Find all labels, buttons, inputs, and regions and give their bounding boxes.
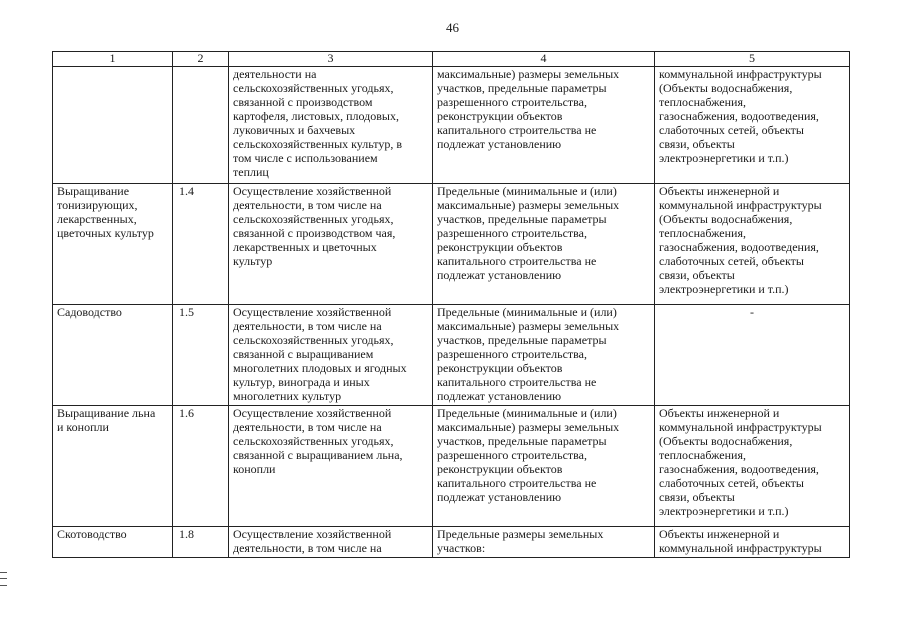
use-description: деятельности на сельскохозяйственных угодьях, связанной с производством картофеля, листовых, плодовых, луковичных и бахчевых сельскохозяйственных культур, в том числе с использованием теплиц — [233, 67, 403, 179]
use-params-cell — [433, 67, 655, 184]
use-name: Выращивание льна и конопли — [57, 406, 156, 434]
column-header: 3 — [229, 52, 433, 67]
use-code-cell — [173, 184, 229, 305]
use-params-cell — [433, 527, 655, 558]
use-code-cell — [173, 406, 229, 527]
column-header: 4 — [433, 52, 655, 67]
use-objects-cell — [655, 406, 850, 527]
use-name: Выращивание тонизирующих, лекарственных, цветочных культур — [57, 184, 154, 240]
use-code-cell — [173, 305, 229, 406]
use-params-cell — [433, 184, 655, 305]
table-row — [53, 406, 850, 527]
use-name-cell — [53, 527, 173, 558]
use-code-cell — [173, 527, 229, 558]
use-params: Предельные размеры земельных участков: — [437, 527, 604, 555]
use-objects-cell — [655, 527, 850, 558]
use-objects-cell — [655, 67, 850, 184]
table-row — [53, 305, 850, 406]
page-number: 46 — [446, 20, 459, 35]
use-description: Осуществление хозяйственной деятельности, в том числе на сельскохозяйственных угодьях, связанной с производством чая, лекарственных и цветочных культур — [233, 184, 396, 268]
use-description: Осуществление хозяйственной деятельности, в том числе на сельскохозяйственных угодьях, связанной с выращиванием льна, конопли — [233, 406, 403, 476]
table-row — [53, 184, 850, 305]
margin-mark — [0, 572, 7, 586]
use-description-cell — [229, 67, 433, 184]
use-name: Скотоводство — [57, 527, 127, 541]
use-params: максимальные) размеры земельных участков, предельные параметры разрешенного строительства, реконструкции объектов капитального строительства не подлежат установлению — [437, 67, 620, 151]
use-params: Предельные (минимальные и (или) максимальные) размеры земельных участков, предельные параметры разрешенного строительства, реконструкции объектов капитального строительства не подлежат установлению — [437, 184, 620, 282]
use-name: Садоводство — [57, 305, 122, 319]
use-objects-cell — [655, 305, 850, 406]
use-objects-cell — [655, 184, 850, 305]
use-code: 1.6 — [179, 406, 194, 420]
use-code: 1.4 — [179, 184, 194, 198]
use-code-cell — [173, 67, 229, 184]
use-name-cell — [53, 305, 173, 406]
use-description-cell — [229, 305, 433, 406]
use-name-cell — [53, 406, 173, 527]
use-name-cell — [53, 184, 173, 305]
use-description-cell — [229, 184, 433, 305]
use-objects: Объекты инженерной и коммунальной инфраструктуры (Объекты водоснабжения, теплоснабжения, газоснабжения, водоотведения, слаботочных сетей, объекты связи, объекты электроэнергетики и т.п.) — [659, 406, 822, 518]
table-row — [53, 527, 850, 558]
use-objects: коммунальной инфраструктуры (Объекты водоснабжения, теплоснабжения, газоснабжения, водоотведения, слаботочных сетей, объекты связи, объекты электроэнергетики и т.п.) — [659, 67, 822, 165]
use-code: 1.8 — [179, 527, 194, 541]
use-description: Осуществление хозяйственной деятельности, в том числе на сельскохозяйственных угодьях, связанной с выращиванием многолетних плодовых и ягодных культур, винограда и иных многолетних культур — [233, 305, 407, 403]
table-row — [53, 67, 850, 184]
use-params-cell — [433, 406, 655, 527]
land-use-table — [52, 51, 850, 558]
use-name-cell — [53, 67, 173, 184]
use-params-cell — [433, 305, 655, 406]
use-params: Предельные (минимальные и (или) максимальные) размеры земельных участков, предельные параметры разрешенного строительства, реконструкции объектов капитального строительства не подлежат установлению — [437, 305, 620, 403]
column-header: 1 — [53, 52, 173, 67]
use-objects: - — [750, 305, 754, 319]
use-params: Предельные (минимальные и (или) максимальные) размеры земельных участков, предельные параметры разрешенного строительства, реконструкции объектов капитального строительства не подлежат установлению — [437, 406, 620, 504]
use-description-cell — [229, 406, 433, 527]
column-header: 5 — [655, 52, 850, 67]
use-objects: Объекты инженерной и коммунальной инфраструктуры (Объекты водоснабжения, теплоснабжения, газоснабжения, водоотведения, слаботочных сетей, объекты связи, объекты электроэнергетики и т.п.) — [659, 184, 822, 296]
table-header-row — [53, 52, 850, 67]
use-description: Осуществление хозяйственной деятельности, в том числе на — [233, 527, 392, 555]
column-header: 2 — [173, 52, 229, 67]
use-objects: Объекты инженерной и коммунальной инфраструктуры — [659, 527, 822, 555]
use-code: 1.5 — [179, 305, 194, 319]
use-description-cell — [229, 527, 433, 558]
